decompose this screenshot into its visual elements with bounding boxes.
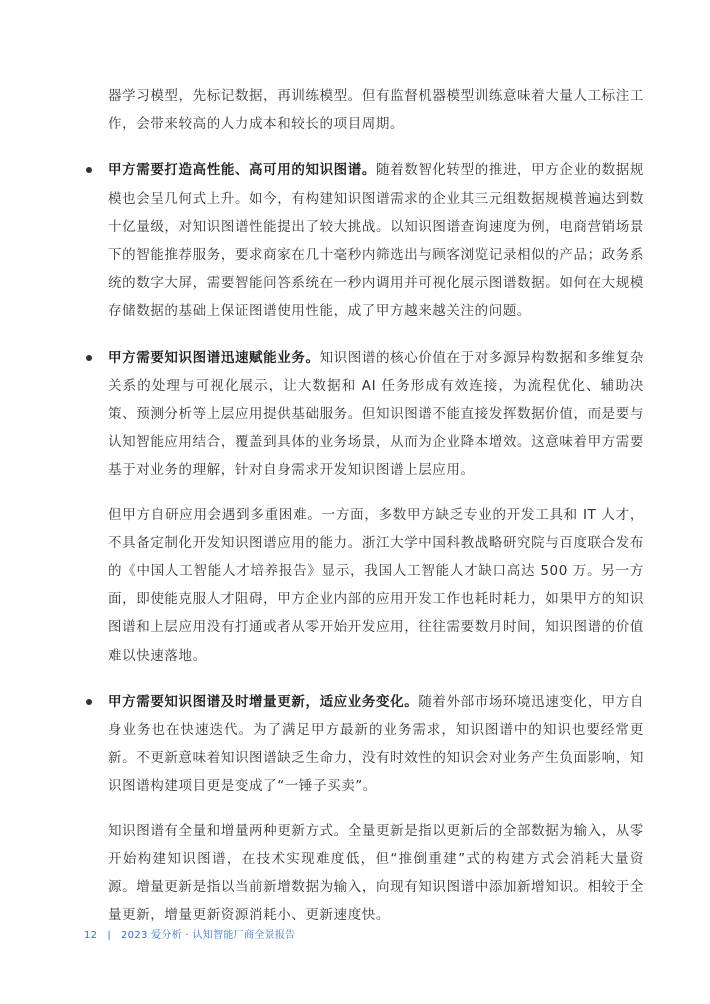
bullet-item-incremental-update xyxy=(84,688,644,801)
paragraph-self-development-difficulty: 但甲方自研应用会遇到多重困难。一方面，多数甲方缺乏专业的开发工具和 IT 人才，不具备定制化开发知识图谱应用的能力。浙江大学中国科教战略研究院与百度联合发布的《中国人工智能人才培养报告》显示，我国人工智能人才缺口高达 500 万。另一方面，即使能克服人才阻碍，甲方企业内部的应用开发工作也耗时耗力，如果甲方的知识图谱和上层应用没有打通或者从零开始开发应用，往往需要数月时间，知识图谱的价值难以快速落地。 xyxy=(108,506,644,664)
page-footer xyxy=(84,926,295,941)
bullet-text-performance: 随着数智化转型的推进，甲方企业的数据规模也会呈几何式上升。如今，有构建知识图谱需求的企业其三元组数据规模普遍达到数十亿量级，对知识图谱性能提出了较大挑战。以知识图谱查询速度为例，电商营销场景下的智能推荐服务，要求商家在几十毫秒内筛选出与顾客浏览记录相似的产品；政务系统的数字大屏，需要智能问答系统在一秒内调用并可视化展示图谱数据。如何在大规模存储数据的基础上保证图谱使用性能，成了甲方越来越关注的问题。 xyxy=(108,162,644,320)
bullet-dot xyxy=(86,355,92,361)
paragraph-update-methods: 知识图谱有全量和增量两种更新方式。全量更新是指以更新后的全部数据为输入，从零开始构建知识图谱，在技术实现难度低，但“推倒重建”式的构建方式会消耗大量资源。增量更新是指以当前新增数据为输入，向现有知识图谱中添加新增知识。相较于全量更新，增量更新资源消耗小、更新速度快。 xyxy=(108,822,644,924)
bullet-lead-incremental-update: 甲方需要知识图谱及时增量更新，适应业务变化。 xyxy=(108,693,419,710)
report-title: 2023 爱分析 · 认知智能厂商全景报告 xyxy=(121,930,296,941)
bullet-item-business-enablement xyxy=(84,344,644,485)
bullet-dot xyxy=(86,167,92,173)
document-body xyxy=(84,82,644,929)
bullet-text-business-enablement: 知识图谱的核心价值在于对多源异构数据和多维复杂关系的处理与可视化展示，让大数据和 AI 任务形成有效连接，为流程优化、辅助决策、预测分析等上层应用提供基础服务。但知识图谱不能直接发挥数据价值，而是要与认知智能应用结合，覆盖到具体的业务场景，从而为企业降本增效。这意味着甲方需要基于对业务的理解，针对自身需求开发知识图谱上层应用。 xyxy=(108,349,644,479)
page-number: 12 xyxy=(84,930,98,941)
bullet-item-performance xyxy=(84,156,644,325)
footer-separator: | xyxy=(107,930,111,941)
bullet-text-incremental-update: 随着外部市场环境迅速变化，甲方自身业务也在快速迭代。为了满足甲方最新的业务需求，知识图谱中的知识也要经常更新。不更新意味着知识图谱缺乏生命力，没有时效性的知识会对业务产生负面影响，知识图谱构建项目更是变成了“一锤子买卖”。 xyxy=(108,693,644,795)
bullet-lead-business-enablement: 甲方需要知识图谱迅速赋能业务。 xyxy=(108,349,320,366)
bullet-lead-performance: 甲方需要打造高性能、高可用的知识图谱。 xyxy=(108,162,376,179)
bullet-dot xyxy=(86,699,92,705)
paragraph-intro-continuation: 器学习模型，先标记数据，再训练模型。但有监督机器模型训练意味着大量人工标注工作，会带来较高的人力成本和较长的项目周期。 xyxy=(108,88,644,133)
